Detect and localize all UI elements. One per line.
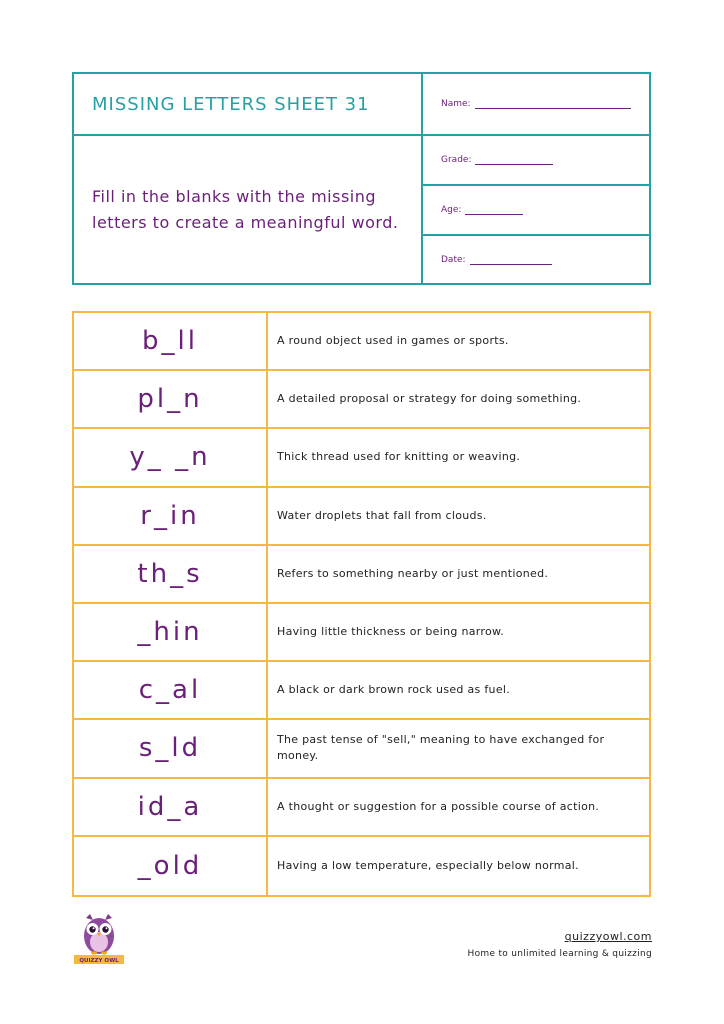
word-definition: Refers to something nearby or just mentioned. [277,566,549,580]
age-line [465,213,523,215]
table-row [74,604,649,662]
missing-word[interactable]: r_in [74,488,268,544]
word-definition: A detailed proposal or strategy for doing something. [277,392,582,406]
missing-word[interactable]: _old [74,837,268,895]
table-row [74,546,649,604]
word-table [72,311,651,897]
missing-word[interactable]: b_ll [74,313,268,369]
age-label: Age: [441,205,462,215]
grade-line [475,163,553,165]
table-row [74,779,649,837]
logo-text: QUIZZY OWL [79,958,119,964]
word-definition: A round object used in games or sports. [277,334,509,348]
name-label: Name: [441,99,471,109]
word-definition: Having a low temperature, especially below normal. [277,858,579,872]
missing-word[interactable]: _hin [74,604,268,660]
missing-word[interactable]: th_s [74,546,268,602]
date-line [470,263,552,265]
age-field[interactable] [423,186,649,236]
quizzy-owl-logo[interactable] [74,912,124,964]
table-row [74,720,649,778]
table-row [74,313,649,371]
grade-field[interactable] [423,136,649,186]
name-line [475,107,631,109]
instructions: Fill in the blanks with the missing letters to create a meaningful word. [74,136,423,283]
table-row [74,371,649,429]
date-field[interactable] [423,236,649,283]
word-definition: Having little thickness or being narrow. [277,625,505,639]
name-field[interactable] [423,74,649,136]
word-definition: A black or dark brown rock used as fuel. [277,683,511,697]
grade-label: Grade: [441,155,472,165]
word-definition: Thick thread used for knitting or weaving. [277,450,521,464]
missing-word[interactable]: c_al [74,662,268,718]
word-definition: A thought or suggestion for a possible course of action. [277,799,600,813]
header-box [72,72,651,285]
word-definition: The past tense of "sell," meaning to have exchanged for money. [277,733,605,763]
footer [468,930,653,959]
tagline: Home to unlimited learning & quizzing [467,949,652,959]
table-row [74,488,649,546]
missing-word[interactable]: s_ld [74,720,268,776]
owl-icon [74,912,124,964]
table-row [74,837,649,895]
missing-word[interactable]: id_a [74,779,268,835]
table-row [74,662,649,720]
missing-word[interactable]: y_ _n [74,429,268,485]
word-definition: Water droplets that fall from clouds. [277,508,487,522]
worksheet-title: MISSING LETTERS SHEET 31 [74,74,423,136]
date-label: Date: [441,254,466,265]
site-link[interactable]: quizzyowl.com [564,930,652,943]
table-row [74,429,649,487]
missing-word[interactable]: pl_n [74,371,268,427]
